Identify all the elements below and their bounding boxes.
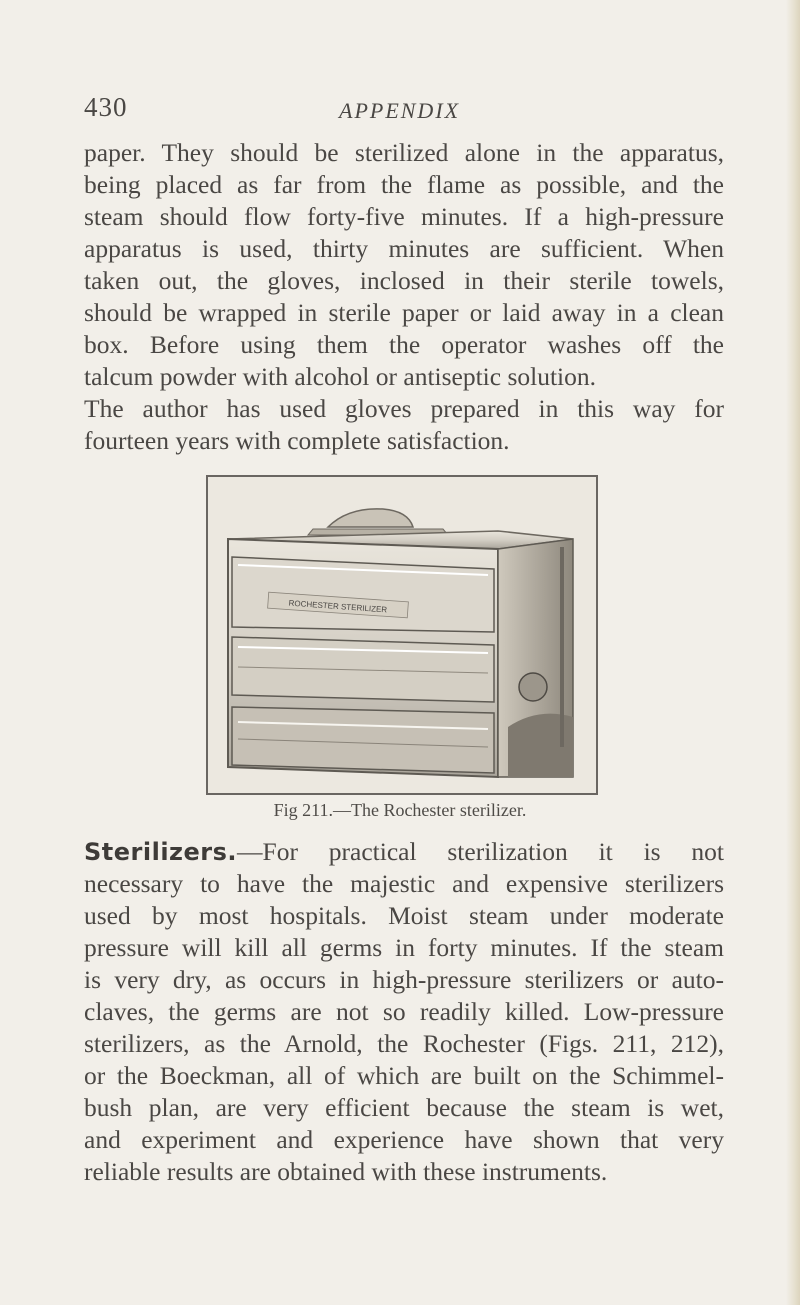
plate-text: ROCHESTER STERILIZER: [288, 598, 388, 615]
paragraph-gloves: [84, 137, 724, 457]
text-line: fourteen years with complete satisfaction.: [84, 426, 510, 455]
running-head: APPENDIX: [339, 98, 461, 123]
text-line: steam should flow forty-five minutes. If a high-pressure: [84, 202, 724, 231]
text-line: claves, the germs are not so readily killed. Low-pressure: [84, 997, 724, 1026]
text-line: used by most hospitals. Moist steam under moderate: [84, 901, 724, 930]
text-line: being placed as far from the flame as possible, and the: [84, 170, 724, 199]
text-line: necessary to have the majestic and expensive sterilizers: [84, 869, 724, 898]
text-line: bush plan, are very efficient because the steam is wet,: [84, 1093, 724, 1122]
sterilizer-illustration: [208, 477, 596, 793]
page-number: 430: [84, 92, 128, 122]
text-line: talcum powder with alcohol or antiseptic solution.: [84, 362, 597, 391]
text-line: and experiment and experience have shown that very: [84, 1125, 724, 1154]
figure-rochester-sterilizer: [206, 475, 598, 795]
text-line: sterilizers, as the Arnold, the Rochester (Figs. 211, 212),: [84, 1029, 724, 1058]
text-line-first: [84, 836, 724, 868]
page-header: [84, 92, 724, 132]
text-line: taken out, the gloves, inclosed in their sterile towels,: [84, 266, 724, 295]
text-line: apparatus is used, thirty minutes are sufficient. When: [84, 234, 724, 263]
figure-caption: Fig 211.—The Rochester sterilizer.: [273, 800, 527, 820]
text-line: should be wrapped in sterile paper or laid away in a clean: [84, 298, 724, 327]
text-line: The author has used gloves prepared in this way for: [84, 394, 724, 423]
text-line: box. Before using them the operator washes off the: [84, 330, 724, 359]
text-line: or the Boeckman, all of which are built on the Schimmel-: [84, 1061, 724, 1090]
text-line: pressure will kill all germs in forty minutes. If the steam: [84, 933, 724, 962]
text-line: is very dry, as occurs in high-pressure sterilizers or auto-: [84, 965, 724, 994]
page-edge-shadow: [786, 0, 800, 1305]
section-heading: Sterilizers.: [84, 838, 238, 866]
text-line-rest: —For practical sterilization it is not: [237, 837, 724, 866]
paragraph-sterilizers: [84, 836, 724, 1188]
text-line: reliable results are obtained with these instruments.: [84, 1157, 608, 1186]
text-line: paper. They should be sterilized alone in the apparatus,: [84, 138, 724, 167]
